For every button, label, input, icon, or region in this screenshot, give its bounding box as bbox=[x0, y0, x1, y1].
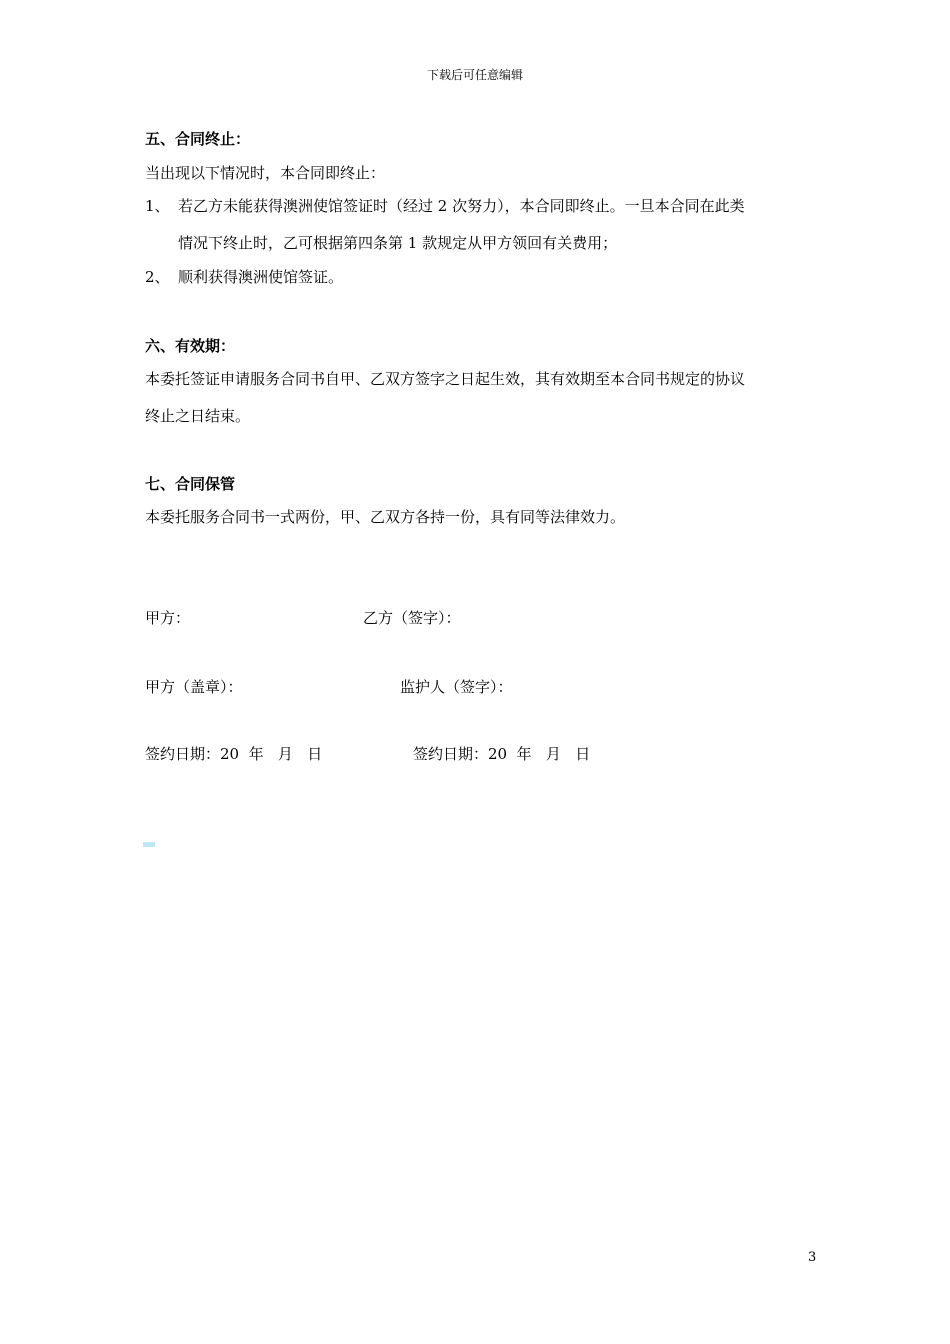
highlight-marker bbox=[143, 842, 155, 847]
signature-row-2 bbox=[145, 676, 513, 697]
section5-item-1 bbox=[145, 195, 745, 216]
section6-title: 六、有效期： bbox=[145, 337, 236, 355]
section6-line-1: 本委托签证申请服务合同书自甲、乙双方签字之日起生效，其有效期至本合同书规定的协议 bbox=[145, 370, 746, 388]
section7-title: 七、合同保管 bbox=[145, 475, 236, 493]
item-number: 2、 bbox=[145, 268, 170, 286]
section6-line-2: 终止之日结束。 bbox=[145, 407, 251, 425]
section7-body: 本委托服务合同书一式两份，甲、乙双方各持一份，具有同等法律效力。 bbox=[145, 508, 626, 526]
guardian-sign-label: 监护人（签字）： bbox=[400, 678, 513, 696]
date-right: 签约日期：20 年 月 日 bbox=[413, 745, 591, 763]
item-text: 顺利获得澳洲使馆签证。 bbox=[178, 268, 344, 286]
item-text: 若乙方未能获得澳洲使馆签证时（经过 2 次努力），本合同即终止。一旦本合同在此类 bbox=[178, 197, 745, 215]
signature-row-1 bbox=[145, 607, 461, 628]
section5-item-1-continuation: 情况下终止时，乙可根据第四条第 1 款规定从甲方领回有关费用； bbox=[178, 234, 618, 252]
party-a-label: 甲方： bbox=[145, 609, 191, 627]
party-b-sign-label: 乙方（签字）： bbox=[363, 609, 461, 627]
section5-title: 五、合同终止： bbox=[145, 130, 251, 148]
header-note: 下载后可任意编辑 bbox=[426, 68, 523, 82]
item-number: 1、 bbox=[145, 197, 170, 215]
section5-intro: 当出现以下情况时，本合同即终止： bbox=[145, 164, 386, 182]
section5-item-2 bbox=[145, 266, 343, 287]
page-number: 3 bbox=[808, 1250, 817, 1265]
date-left: 签约日期：20 年 月 日 bbox=[145, 745, 323, 763]
party-a-seal-label: 甲方（盖章）： bbox=[145, 678, 243, 696]
signature-row-3 bbox=[145, 743, 591, 764]
